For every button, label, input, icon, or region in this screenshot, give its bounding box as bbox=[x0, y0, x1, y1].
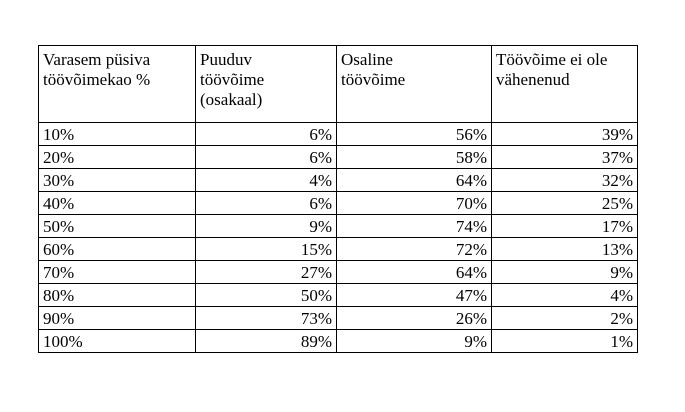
table-row bbox=[39, 192, 638, 215]
table-row bbox=[39, 123, 638, 146]
table-cell: 10% bbox=[39, 123, 196, 146]
table-cell: 90% bbox=[39, 307, 196, 330]
table-cell: 20% bbox=[39, 146, 196, 169]
table-cell: 70% bbox=[39, 261, 196, 284]
table-cell: 27% bbox=[196, 261, 337, 284]
table-cell: 50% bbox=[39, 215, 196, 238]
table-cell: 72% bbox=[337, 238, 492, 261]
table-cell: 1% bbox=[492, 330, 638, 353]
table-cell: 56% bbox=[337, 123, 492, 146]
table-cell: 17% bbox=[492, 215, 638, 238]
table-cell: 9% bbox=[492, 261, 638, 284]
table-cell: 9% bbox=[337, 330, 492, 353]
data-table bbox=[38, 45, 638, 353]
table-cell: 80% bbox=[39, 284, 196, 307]
table-cell: 4% bbox=[196, 169, 337, 192]
table-cell: 15% bbox=[196, 238, 337, 261]
table-cell: 30% bbox=[39, 169, 196, 192]
header-row bbox=[39, 46, 638, 123]
table-cell: 74% bbox=[337, 215, 492, 238]
table-cell: 40% bbox=[39, 192, 196, 215]
table-cell: 100% bbox=[39, 330, 196, 353]
table-row bbox=[39, 146, 638, 169]
table-cell: 39% bbox=[492, 123, 638, 146]
table-cell: 64% bbox=[337, 169, 492, 192]
table-cell: 50% bbox=[196, 284, 337, 307]
table-cell: 73% bbox=[196, 307, 337, 330]
header-cell-not-reduced: Töövõime ei ole vähenenud bbox=[492, 46, 638, 123]
table-row bbox=[39, 330, 638, 353]
table-row bbox=[39, 238, 638, 261]
table-cell: 4% bbox=[492, 284, 638, 307]
table-cell: 58% bbox=[337, 146, 492, 169]
header-cell-partial-work-capacity: Osaline töövõime bbox=[337, 46, 492, 123]
table-row bbox=[39, 215, 638, 238]
table-row bbox=[39, 307, 638, 330]
table-cell: 64% bbox=[337, 261, 492, 284]
table-row bbox=[39, 169, 638, 192]
table-cell: 2% bbox=[492, 307, 638, 330]
table-cell: 70% bbox=[337, 192, 492, 215]
header-cell-prior-incapacity: Varasem püsiva töövõimekao % bbox=[39, 46, 196, 123]
table-cell: 47% bbox=[337, 284, 492, 307]
table-cell: 89% bbox=[196, 330, 337, 353]
table-cell: 6% bbox=[196, 146, 337, 169]
table-cell: 60% bbox=[39, 238, 196, 261]
table-cell: 6% bbox=[196, 123, 337, 146]
table-row bbox=[39, 284, 638, 307]
table-cell: 13% bbox=[492, 238, 638, 261]
table-cell: 25% bbox=[492, 192, 638, 215]
table-cell: 9% bbox=[196, 215, 337, 238]
header-cell-no-work-capacity: Puuduv töövõime (osakaal) bbox=[196, 46, 337, 123]
table-cell: 6% bbox=[196, 192, 337, 215]
table-cell: 37% bbox=[492, 146, 638, 169]
table-cell: 32% bbox=[492, 169, 638, 192]
table-cell: 26% bbox=[337, 307, 492, 330]
table-row bbox=[39, 261, 638, 284]
